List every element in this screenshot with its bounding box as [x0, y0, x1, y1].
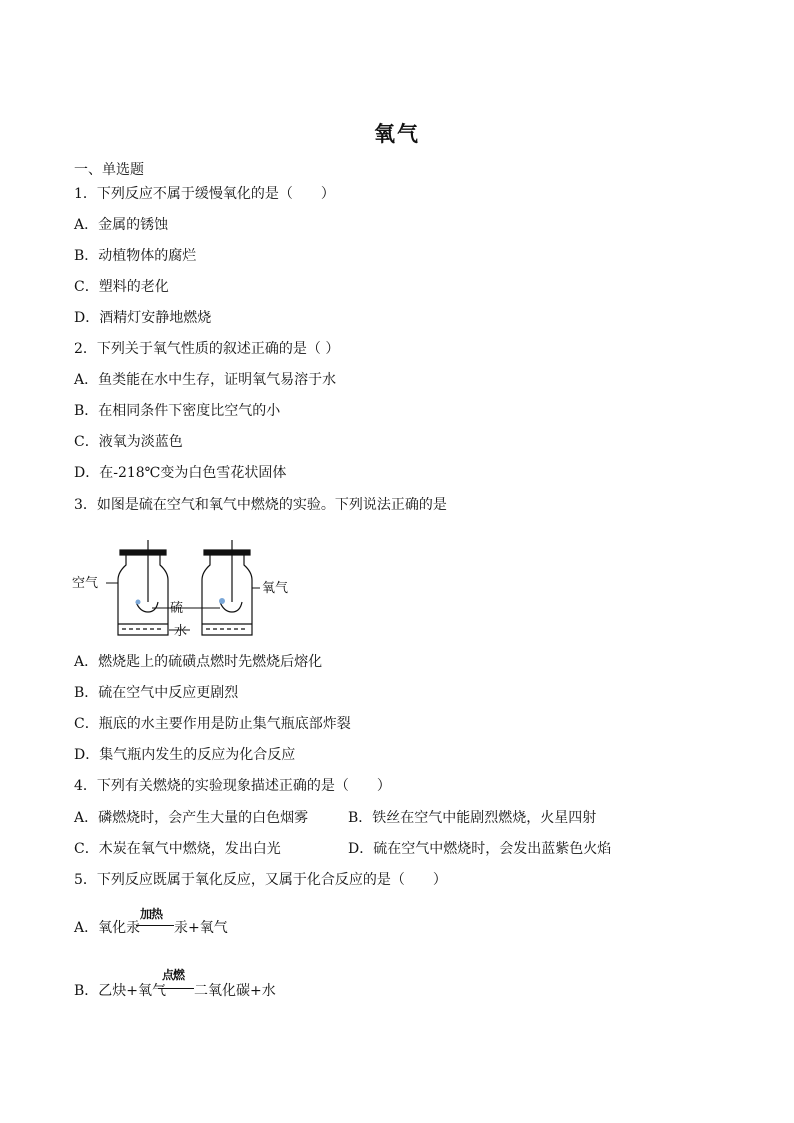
- label-sulfur: 硫: [170, 601, 184, 616]
- question-1-option-c[interactable]: C．塑料的老化: [74, 279, 169, 295]
- question-2-option-d[interactable]: D．在-218℃变为白色雪花状固体: [74, 465, 287, 481]
- option-b-reactant: B．乙炔+氧气: [74, 983, 167, 999]
- reaction-arrow: [136, 925, 174, 926]
- question-4-option-d[interactable]: D．硫在空气中燃烧时，会发出蓝紫色火焰: [348, 841, 612, 857]
- question-4-option-a[interactable]: A．磷燃烧时，会产生大量的白色烟雾: [74, 810, 309, 826]
- question-2-option-b[interactable]: B．在相同条件下密度比空气的小: [74, 403, 281, 419]
- question-1-option-d[interactable]: D．酒精灯安静地燃烧: [74, 310, 212, 326]
- question-5-option-b[interactable]: [74, 966, 314, 1000]
- right-gas-jar: [202, 540, 252, 635]
- question-1-option-a[interactable]: A．金属的锈蚀: [74, 217, 169, 233]
- sulfur-combustion-figure: [70, 540, 310, 645]
- question-2-stem: 2．下列关于氧气性质的叙述正确的是（ ）: [74, 341, 340, 357]
- flame-icon: [136, 600, 141, 605]
- question-2-option-c[interactable]: C．液氧为淡蓝色: [74, 434, 183, 450]
- flame-icon: [219, 598, 225, 604]
- reaction-arrow: [158, 988, 194, 989]
- label-water: 水: [174, 624, 188, 639]
- question-5-option-a[interactable]: [74, 905, 274, 939]
- option-a-product: 汞+氧气: [174, 920, 228, 936]
- section-heading: 一、单选题: [74, 162, 144, 178]
- question-3-option-d[interactable]: D．集气瓶内发生的反应为化合反应: [74, 747, 296, 763]
- question-1-option-b[interactable]: B．动植物体的腐烂: [74, 248, 197, 264]
- label-air: 空气: [72, 576, 99, 591]
- question-4-option-b[interactable]: B．铁丝在空气中能剧烈燃烧，火星四射: [348, 810, 597, 826]
- left-gas-jar: [118, 540, 168, 635]
- question-4-stem: 4．下列有关燃烧的实验现象描述正确的是（ ）: [74, 778, 391, 794]
- option-a-condition: 加热: [140, 907, 163, 921]
- label-oxygen: 氧气: [262, 581, 289, 596]
- question-3-stem: 3．如图是硫在空气和氧气中燃烧的实验。下列说法正确的是: [74, 497, 447, 513]
- question-3-option-c[interactable]: C．瓶底的水主要作用是防止集气瓶底部炸裂: [74, 716, 351, 732]
- question-3-option-a[interactable]: A．燃烧匙上的硫磺点燃时先燃烧后熔化: [74, 654, 323, 670]
- question-4-option-c[interactable]: C．木炭在氧气中燃烧，发出白光: [74, 841, 281, 857]
- page-title: 氧气: [374, 122, 420, 146]
- question-3-option-b[interactable]: B．硫在空气中反应更剧烈: [74, 685, 239, 701]
- question-1-stem: 1．下列反应不属于缓慢氧化的是（ ）: [74, 186, 335, 202]
- option-a-reactant: A．氧化汞: [74, 920, 141, 936]
- question-2-option-a[interactable]: A．鱼类能在水中生存，证明氧气易溶于水: [74, 372, 337, 388]
- gas-jar-diagram: [70, 540, 310, 645]
- option-b-product: 二氧化碳+水: [194, 983, 276, 999]
- option-b-condition: 点燃: [162, 968, 185, 982]
- question-5-stem: 5．下列反应既属于氧化反应，又属于化合反应的是（ ）: [74, 872, 447, 888]
